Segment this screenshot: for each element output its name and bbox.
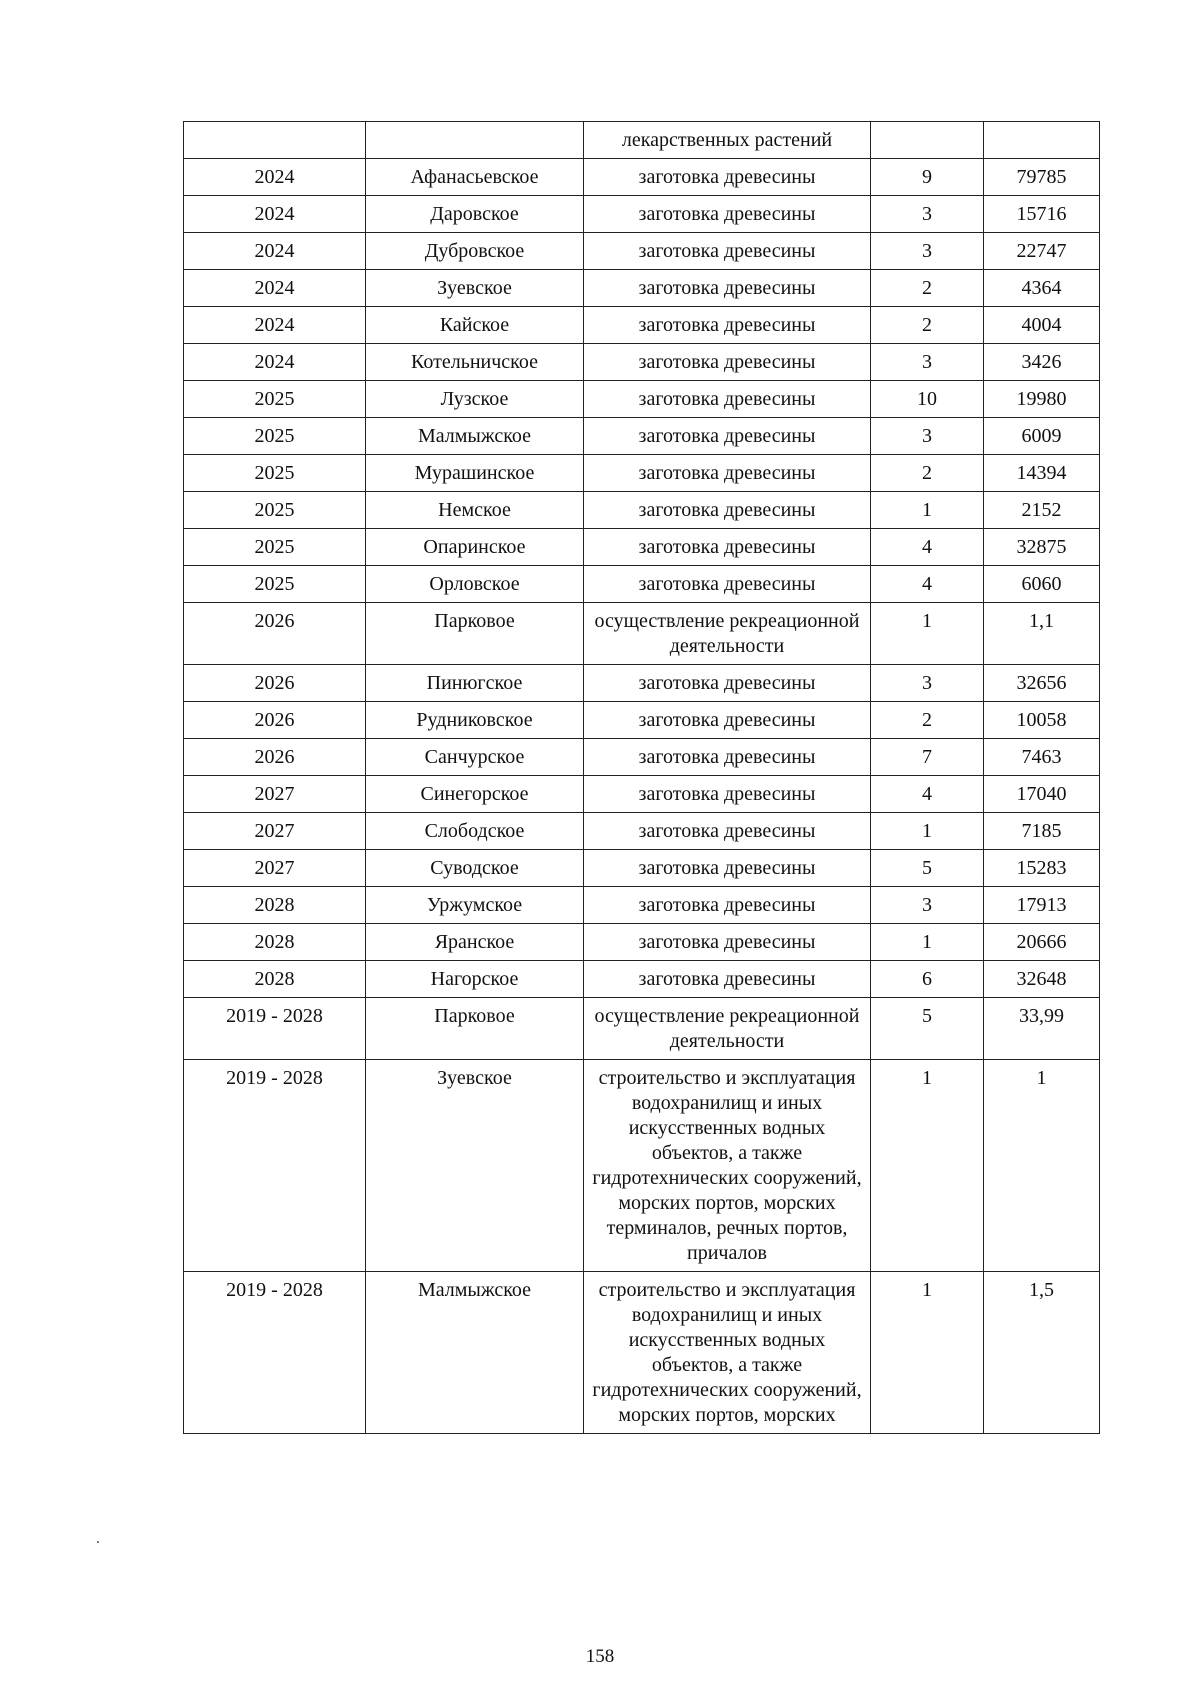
count-cell: 3 [871, 418, 984, 455]
count-cell: 1 [871, 813, 984, 850]
year-cell: 2026 [184, 702, 366, 739]
district-cell: Зуевское [366, 1060, 584, 1272]
table-row [184, 702, 1100, 739]
table-row [184, 381, 1100, 418]
year-cell: 2024 [184, 159, 366, 196]
area-cell: 14394 [984, 455, 1100, 492]
district-cell [366, 122, 584, 159]
count-cell: 6 [871, 961, 984, 998]
count-cell: 9 [871, 159, 984, 196]
district-cell: Синегорское [366, 776, 584, 813]
year-cell: 2024 [184, 233, 366, 270]
table-row [184, 739, 1100, 776]
area-cell: 15283 [984, 850, 1100, 887]
district-cell: Пинюгское [366, 665, 584, 702]
activity-cell: заготовка древесины [584, 381, 871, 418]
count-cell: 4 [871, 566, 984, 603]
area-cell: 32875 [984, 529, 1100, 566]
district-cell: Мурашинское [366, 455, 584, 492]
table-row [184, 813, 1100, 850]
area-cell: 10058 [984, 702, 1100, 739]
area-cell: 20666 [984, 924, 1100, 961]
count-cell: 5 [871, 850, 984, 887]
activity-cell: заготовка древесины [584, 492, 871, 529]
count-cell: 4 [871, 529, 984, 566]
district-cell: Малмыжское [366, 1272, 584, 1434]
area-cell: 33,99 [984, 998, 1100, 1060]
table-row [184, 418, 1100, 455]
area-cell: 4364 [984, 270, 1100, 307]
area-cell: 22747 [984, 233, 1100, 270]
year-cell: 2028 [184, 887, 366, 924]
count-cell: 10 [871, 381, 984, 418]
table-row [184, 603, 1100, 665]
activity-cell: заготовка древесины [584, 159, 871, 196]
area-cell: 7463 [984, 739, 1100, 776]
activity-cell: заготовка древесины [584, 307, 871, 344]
table-row [184, 1272, 1100, 1434]
table-row [184, 196, 1100, 233]
year-cell: 2025 [184, 418, 366, 455]
district-cell: Опаринское [366, 529, 584, 566]
count-cell: 1 [871, 603, 984, 665]
district-cell: Котельничское [366, 344, 584, 381]
year-cell: 2019 - 2028 [184, 1272, 366, 1434]
district-cell: Немское [366, 492, 584, 529]
activity-cell: заготовка древесины [584, 850, 871, 887]
count-cell: 3 [871, 887, 984, 924]
count-cell: 4 [871, 776, 984, 813]
year-cell: 2025 [184, 566, 366, 603]
area-cell: 3426 [984, 344, 1100, 381]
area-cell: 2152 [984, 492, 1100, 529]
district-cell: Малмыжское [366, 418, 584, 455]
activity-cell: заготовка древесины [584, 665, 871, 702]
count-cell: 3 [871, 233, 984, 270]
activity-cell: заготовка древесины [584, 196, 871, 233]
count-cell: 1 [871, 1060, 984, 1272]
activity-cell: заготовка древесины [584, 702, 871, 739]
area-cell: 4004 [984, 307, 1100, 344]
activity-cell: осуществление рекреационной деятельности [584, 998, 871, 1060]
area-cell: 79785 [984, 159, 1100, 196]
district-cell: Зуевское [366, 270, 584, 307]
year-cell: 2028 [184, 924, 366, 961]
count-cell: 2 [871, 307, 984, 344]
area-cell: 32648 [984, 961, 1100, 998]
area-cell: 6009 [984, 418, 1100, 455]
activity-cell: заготовка древесины [584, 924, 871, 961]
activity-cell: заготовка древесины [584, 233, 871, 270]
activity-cell: осуществление рекреационной деятельности [584, 603, 871, 665]
table-row [184, 159, 1100, 196]
table-row [184, 566, 1100, 603]
activity-cell: заготовка древесины [584, 961, 871, 998]
district-cell: Дубровское [366, 233, 584, 270]
activity-cell: заготовка древесины [584, 270, 871, 307]
count-cell [871, 122, 984, 159]
area-cell: 1,5 [984, 1272, 1100, 1434]
year-cell: 2025 [184, 492, 366, 529]
area-cell: 6060 [984, 566, 1100, 603]
forest-use-table [183, 121, 1100, 1434]
table-row [184, 122, 1100, 159]
year-cell: 2024 [184, 196, 366, 233]
district-cell: Парковое [366, 998, 584, 1060]
activity-cell: заготовка древесины [584, 813, 871, 850]
district-cell: Суводское [366, 850, 584, 887]
year-cell: 2027 [184, 850, 366, 887]
area-cell: 1 [984, 1060, 1100, 1272]
area-cell: 17913 [984, 887, 1100, 924]
page-number: 158 [585, 1646, 615, 1667]
district-cell: Яранское [366, 924, 584, 961]
count-cell: 1 [871, 1272, 984, 1434]
activity-cell: заготовка древесины [584, 455, 871, 492]
district-cell: Санчурское [366, 739, 584, 776]
table-row [184, 455, 1100, 492]
year-cell: 2027 [184, 813, 366, 850]
table-row [184, 998, 1100, 1060]
district-cell: Слободское [366, 813, 584, 850]
count-cell: 2 [871, 455, 984, 492]
table-row [184, 850, 1100, 887]
activity-cell: заготовка древесины [584, 418, 871, 455]
district-cell: Уржумское [366, 887, 584, 924]
year-cell: 2026 [184, 739, 366, 776]
activity-cell: строительство и эксплуатация водохранилищ и иных искусственных водных объектов, а также гидротехнических сооружений, морских портов, морских терминалов, речных портов, причалов [584, 1060, 871, 1272]
year-cell: 2024 [184, 307, 366, 344]
count-cell: 2 [871, 270, 984, 307]
area-cell: 1,1 [984, 603, 1100, 665]
district-cell: Афанасьевское [366, 159, 584, 196]
count-cell: 1 [871, 924, 984, 961]
table-row [184, 492, 1100, 529]
area-cell: 17040 [984, 776, 1100, 813]
count-cell: 3 [871, 344, 984, 381]
table-row [184, 307, 1100, 344]
area-cell: 32656 [984, 665, 1100, 702]
activity-cell: заготовка древесины [584, 887, 871, 924]
activity-cell: заготовка древесины [584, 529, 871, 566]
district-cell: Лузское [366, 381, 584, 418]
area-cell: 15716 [984, 196, 1100, 233]
year-cell [184, 122, 366, 159]
table-row [184, 887, 1100, 924]
scan-speck [97, 1541, 99, 1543]
year-cell: 2019 - 2028 [184, 1060, 366, 1272]
year-cell: 2026 [184, 665, 366, 702]
count-cell: 1 [871, 492, 984, 529]
count-cell: 5 [871, 998, 984, 1060]
year-cell: 2028 [184, 961, 366, 998]
table-row [184, 665, 1100, 702]
table-row [184, 233, 1100, 270]
year-cell: 2026 [184, 603, 366, 665]
year-cell: 2025 [184, 529, 366, 566]
district-cell: Кайское [366, 307, 584, 344]
year-cell: 2025 [184, 381, 366, 418]
table-row [184, 776, 1100, 813]
year-cell: 2024 [184, 344, 366, 381]
activity-cell: заготовка древесины [584, 566, 871, 603]
activity-cell: лекарственных растений [584, 122, 871, 159]
year-cell: 2025 [184, 455, 366, 492]
count-cell: 3 [871, 196, 984, 233]
year-cell: 2027 [184, 776, 366, 813]
table-row [184, 1060, 1100, 1272]
district-cell: Орловское [366, 566, 584, 603]
district-cell: Парковое [366, 603, 584, 665]
table-row [184, 270, 1100, 307]
district-cell: Нагорское [366, 961, 584, 998]
year-cell: 2019 - 2028 [184, 998, 366, 1060]
district-cell: Рудниковское [366, 702, 584, 739]
activity-cell: заготовка древесины [584, 776, 871, 813]
count-cell: 2 [871, 702, 984, 739]
count-cell: 7 [871, 739, 984, 776]
table-row [184, 529, 1100, 566]
district-cell: Даровское [366, 196, 584, 233]
activity-cell: заготовка древесины [584, 344, 871, 381]
table-row [184, 344, 1100, 381]
activity-cell: заготовка древесины [584, 739, 871, 776]
table-row [184, 961, 1100, 998]
area-cell [984, 122, 1100, 159]
year-cell: 2024 [184, 270, 366, 307]
count-cell: 3 [871, 665, 984, 702]
activity-cell: строительство и эксплуатация водохранилищ и иных искусственных водных объектов, а также гидротехнических сооружений, морских портов, морских [584, 1272, 871, 1434]
table-row [184, 924, 1100, 961]
area-cell: 7185 [984, 813, 1100, 850]
area-cell: 19980 [984, 381, 1100, 418]
